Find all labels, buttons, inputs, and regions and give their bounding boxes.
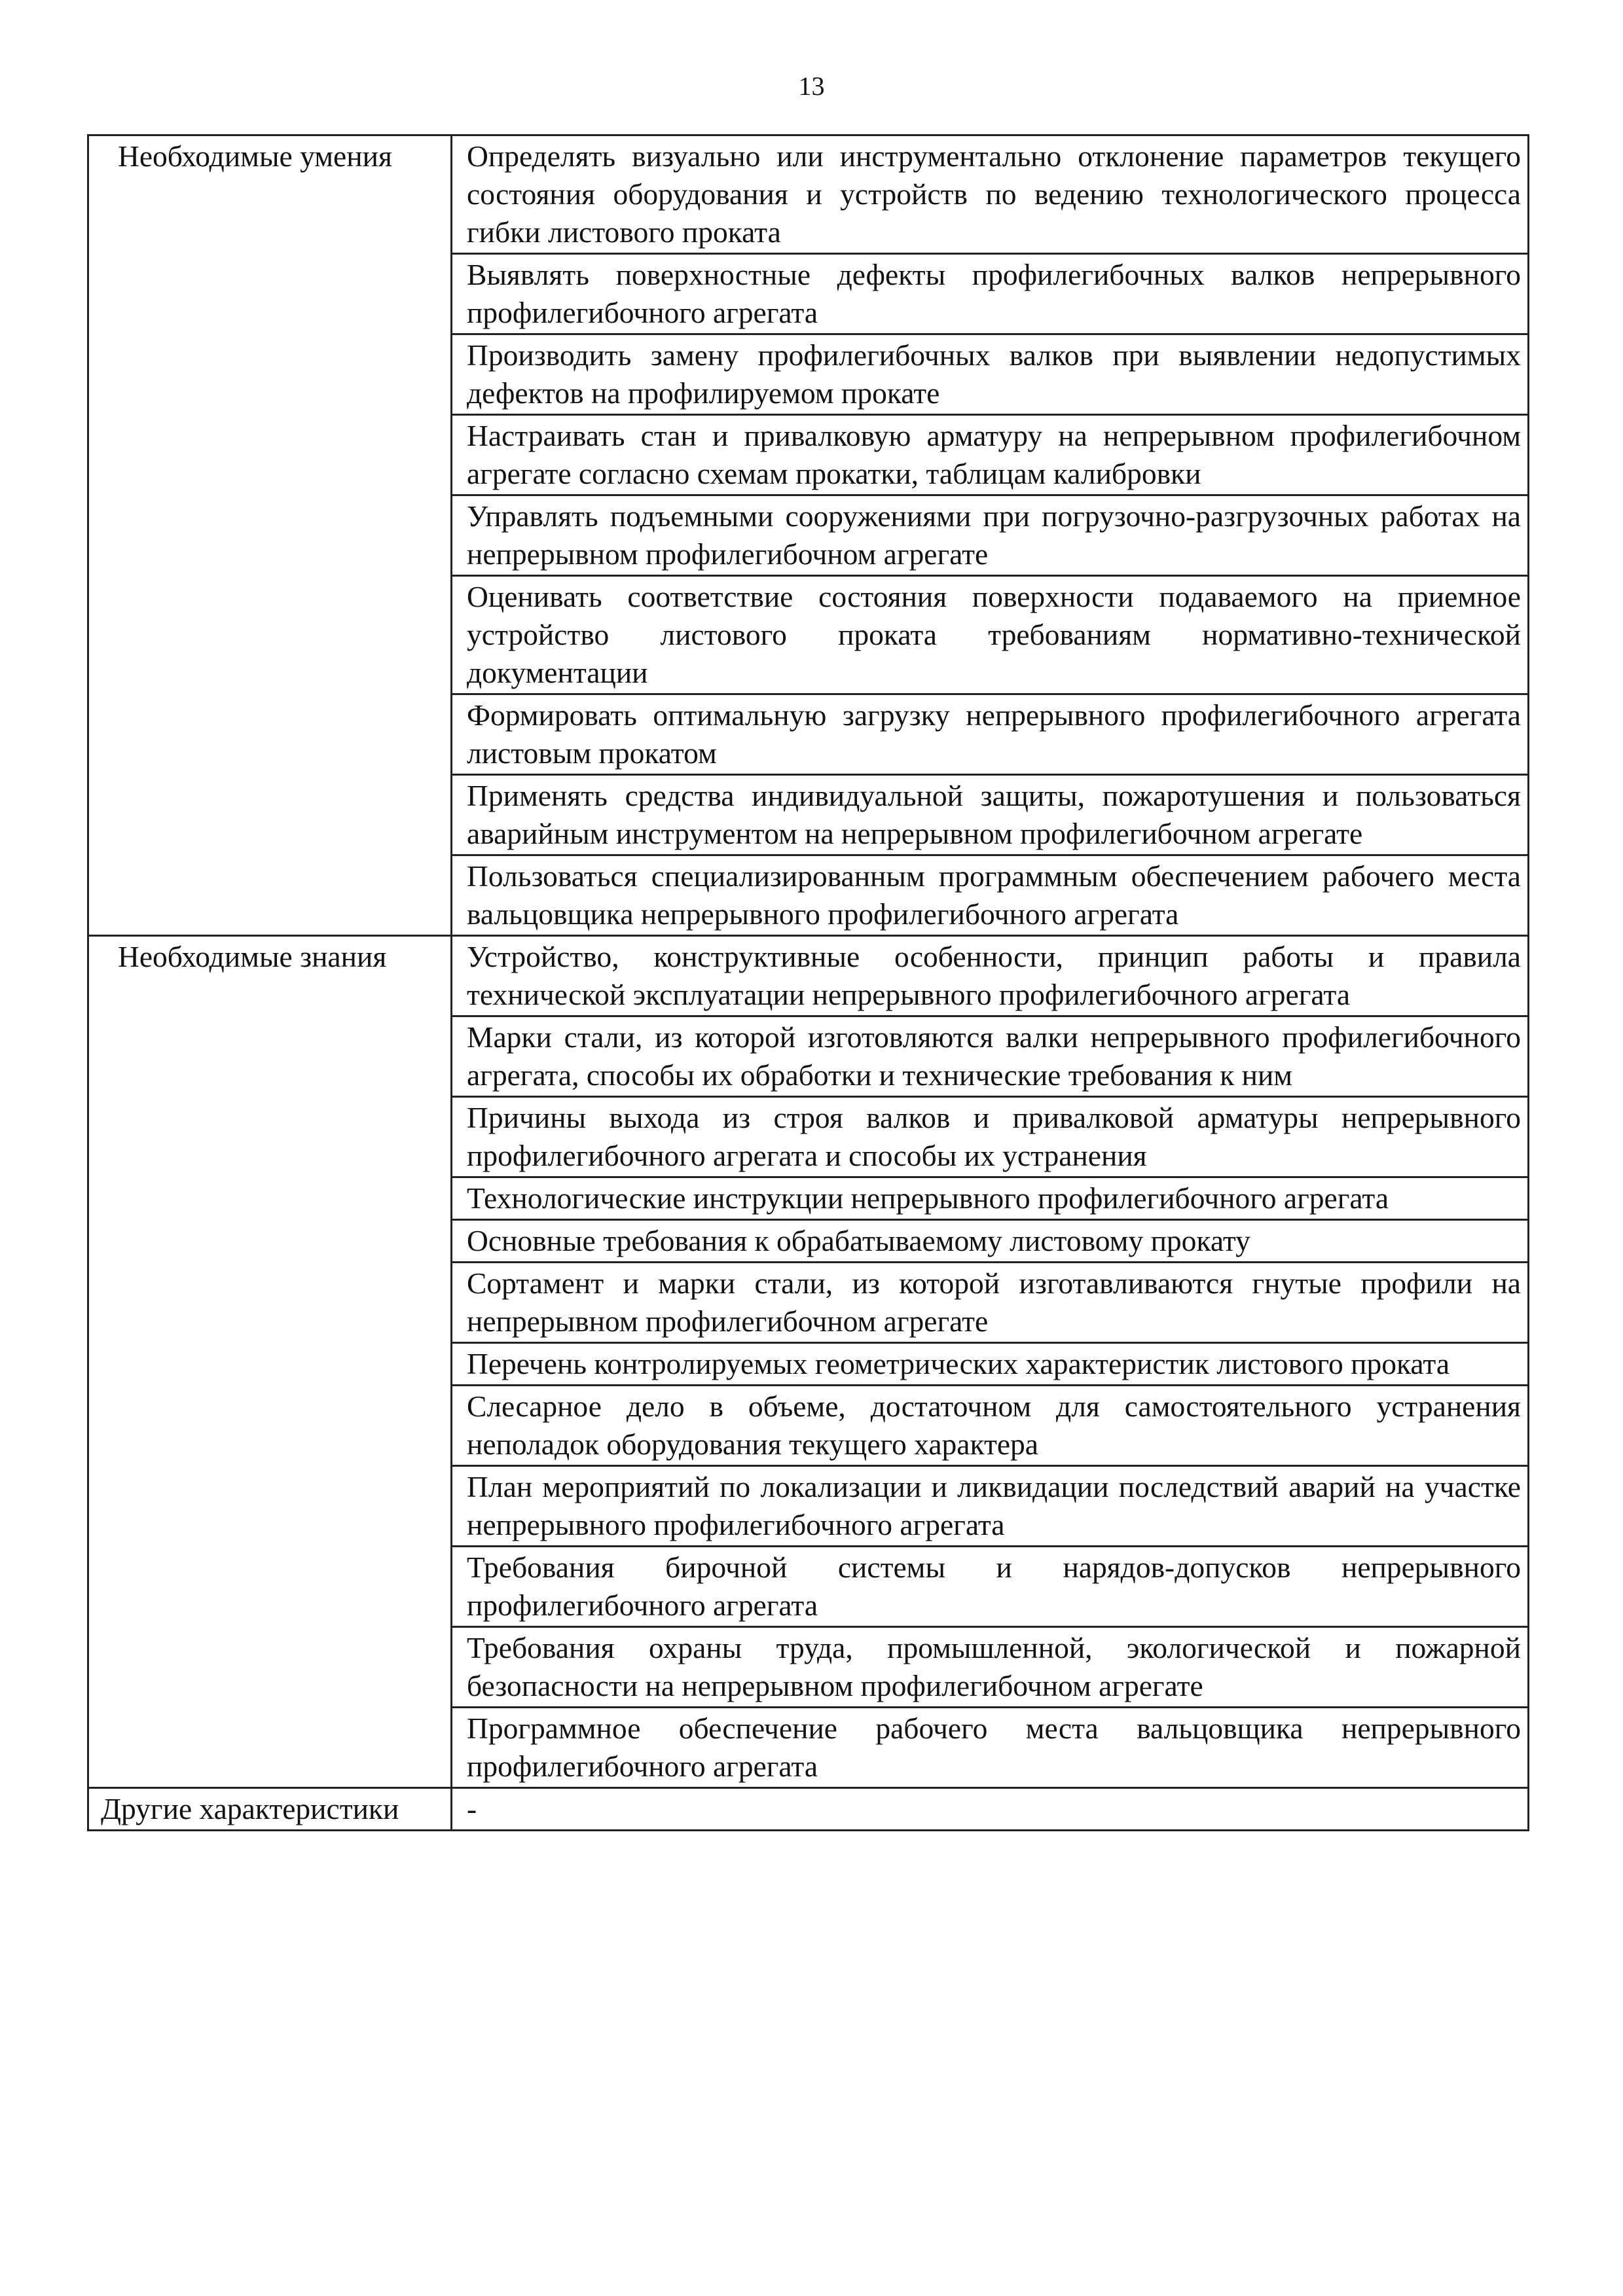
table-cell: Требования охраны труда, промышленной, экологической и пожарной безопасности на непрерывном профилегибочном агрегате [452,1627,1529,1708]
table-cell: План мероприятий по локализации и ликвидации последствий аварий на участке непрерывного профилегибочного агрегата [452,1466,1529,1547]
table-cell: Требования бирочной системы и нарядов-допусков непрерывного профилегибочного агрегата [452,1547,1529,1627]
table-row [88,936,1529,1016]
table-cell: Производить замену профилегибочных валков при выявлении недопустимых дефектов на профилируемом прокате [452,334,1529,415]
requirements-table [87,134,1529,1831]
table-cell: Основные требования к обрабатываемому листовому прокату [452,1220,1529,1263]
section-label-other: Другие характеристики [88,1788,452,1831]
table-cell: Технологические инструкции непрерывного профилегибочного агрегата [452,1177,1529,1220]
table-cell: - [452,1788,1529,1831]
table-cell: Управлять подъемными сооружениями при погрузочно-разгрузочных работах на непрерывном профилегибочном агрегате [452,495,1529,576]
section-label-skills: Необходимые умения [88,135,452,936]
table-cell: Устройство, конструктивные особенности, принцип работы и правила технической эксплуатации непрерывного профилегибочного агрегата [452,936,1529,1016]
table-cell: Программное обеспечение рабочего места вальцовщика непрерывного профилегибочного агрегата [452,1708,1529,1788]
table-cell: Марки стали, из которой изготовляются валки непрерывного профилегибочного агрегата, способы их обработки и технические требования к ним [452,1016,1529,1097]
table-cell: Причины выхода из строя валков и привалковой арматуры непрерывного профилегибочного агрегата и способы их устранения [452,1097,1529,1177]
table-cell: Сортамент и марки стали, из которой изготавливаются гнутые профили на непрерывном профилегибочном агрегате [452,1263,1529,1343]
table-cell: Выявлять поверхностные дефекты профилегибочных валков непрерывного профилегибочного агрегата [452,254,1529,334]
table-cell: Определять визуально или инструментально отклонение параметров текущего состояния оборудования и устройств по ведению технологического процесса гибки листового проката [452,135,1529,254]
section-label-knowledge: Необходимые знания [88,936,452,1788]
table-cell: Слесарное дело в объеме, достаточном для самостоятельного устранения неполадок оборудования текущего характера [452,1386,1529,1466]
table-cell: Формировать оптимальную загрузку непрерывного профилегибочного агрегата листовым прокатом [452,694,1529,775]
table-cell: Оценивать соответствие состояния поверхности подаваемого на приемное устройство листового проката требованиям нормативно-технической документации [452,576,1529,694]
table-cell: Применять средства индивидуальной защиты, пожаротушения и пользоваться аварийным инструментом на непрерывном профилегибочном агрегате [452,775,1529,855]
table-cell: Пользоваться специализированным программным обеспечением рабочего места вальцовщика непрерывного профилегибочного агрегата [452,855,1529,936]
table-cell: Перечень контролируемых геометрических характеристик листового проката [452,1343,1529,1386]
table-cell: Настраивать стан и привалковую арматуру на непрерывном профилегибочном агрегате согласно схемам прокатки, таблицам калибровки [452,415,1529,495]
page-number: 13 [798,71,825,101]
table-row [88,135,1529,254]
table-row [88,1788,1529,1831]
